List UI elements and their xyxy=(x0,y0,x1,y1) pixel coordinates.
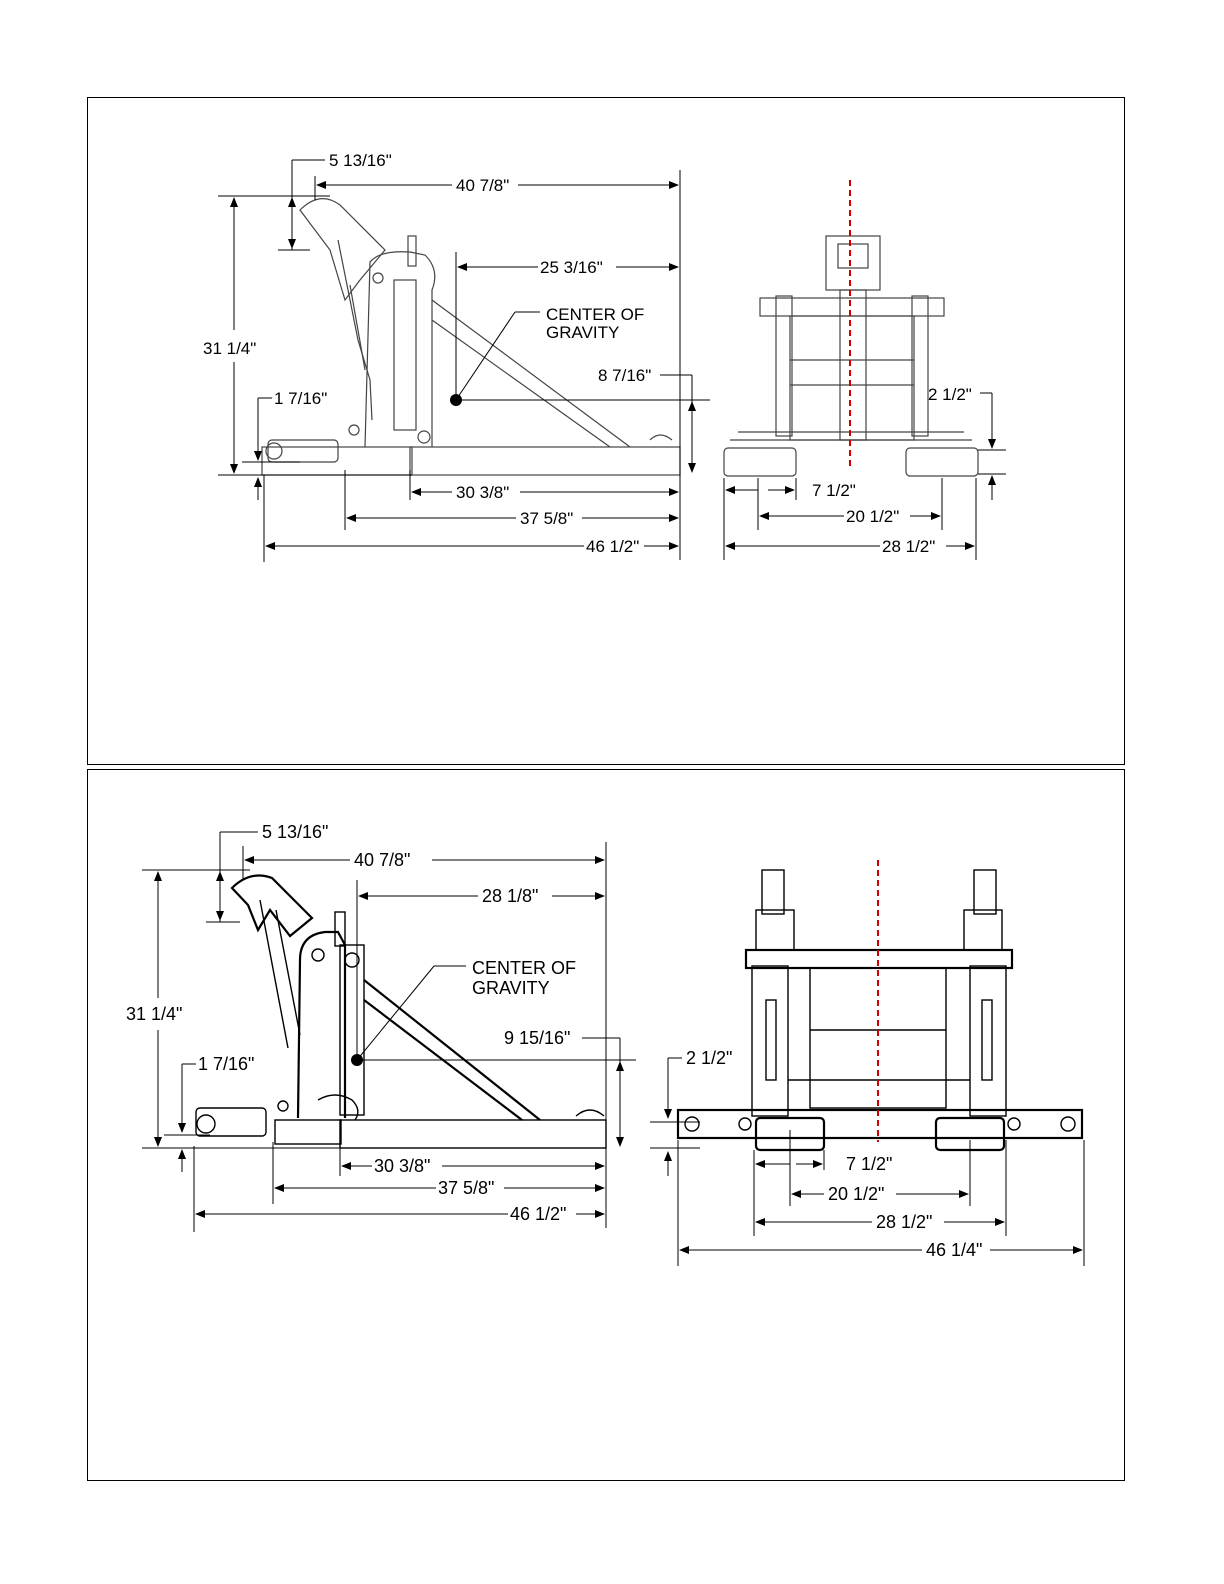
dim-to-cg-x: 25 3/16" xyxy=(540,258,603,277)
dim-to-cg-x: 28 1/8" xyxy=(482,886,539,906)
dim-cg-height: 9 15/16" xyxy=(504,1028,571,1048)
dim-hitch-height: 1 7/16" xyxy=(274,389,328,408)
dim-hitch-height: 1 7/16" xyxy=(198,1054,255,1074)
dim-inner: 20 1/2" xyxy=(828,1184,885,1204)
dim-base-1: 30 3/8" xyxy=(456,483,510,502)
dim-cg-height: 8 7/16" xyxy=(598,366,652,385)
front-view-bottom xyxy=(650,860,1084,1266)
dim-overall-length: 40 7/8" xyxy=(354,850,411,870)
cg-label-line2: GRAVITY xyxy=(472,978,550,998)
side-view-top xyxy=(203,151,710,562)
dim-pocket: 7 1/2" xyxy=(846,1154,893,1174)
dim-pocket: 7 1/2" xyxy=(812,481,856,500)
dim-outer: 28 1/2" xyxy=(882,537,936,556)
dim-overall-length: 40 7/8" xyxy=(456,176,510,195)
dim-base-2: 37 5/8" xyxy=(520,509,574,528)
cg-label-line1: CENTER OF xyxy=(472,958,577,978)
dim-top-offset: 5 13/16" xyxy=(329,151,392,170)
dim-base-1: 30 3/8" xyxy=(374,1156,431,1176)
dim-outer: 28 1/2" xyxy=(876,1212,933,1232)
dim-top-offset: 5 13/16" xyxy=(262,822,329,842)
dim-height: 31 1/4" xyxy=(126,1004,183,1024)
dim-overall-width: 46 1/4" xyxy=(926,1240,983,1260)
dim-base-3: 46 1/2" xyxy=(510,1204,567,1224)
front-view-top xyxy=(724,180,1006,560)
dim-height: 31 1/4" xyxy=(203,339,257,358)
dim-base-3: 46 1/2" xyxy=(586,537,640,556)
dim-rise: 2 1/2" xyxy=(928,385,972,404)
dimension-lines xyxy=(218,160,692,562)
cg-label-line2: GRAVITY xyxy=(546,323,620,342)
dim-base-2: 37 5/8" xyxy=(438,1178,495,1198)
dim-rise: 2 1/2" xyxy=(686,1048,733,1068)
cg-label-line1: CENTER OF xyxy=(546,305,645,324)
machine-front-outline xyxy=(678,870,1082,1150)
side-view-bottom xyxy=(126,822,636,1232)
dim-inner: 20 1/2" xyxy=(846,507,900,526)
machine-side-outline xyxy=(196,876,606,1148)
